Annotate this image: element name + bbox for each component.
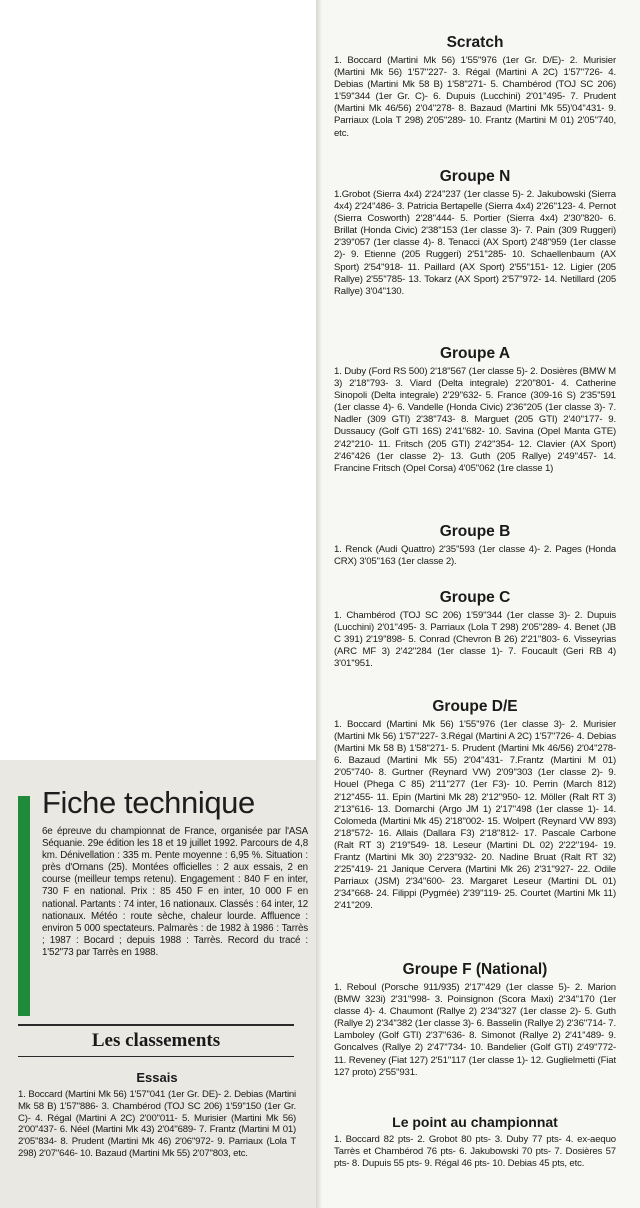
section-body: 1. Boccard (Martini Mk 56) 1'55''976 (1er Gr. D/E)- 2. Murisier (Martini Mk 56) 1'57''227- 3. Régal (Martini A 2C) 1'57''726- 4. Debias (Martini Mk 58 B) 1'58''271- 5. Chambérod (TOJ SC 206) 1'59''344 (1er Gr. C)- 6. Dupuis (Lucchini) 2'01''495- 7. Prudent (Martini Mk 46/56) 2'04''278- 8. Bazaud (Martini Mk 55)'04''431- 9. Parriaux (Lola T 298) 2'05''289- 10. Frantz (Martini M 01) 2'05''740, etc. — [334, 55, 616, 139]
section-groupe-a — [334, 345, 616, 475]
section-groupe-b — [334, 523, 616, 568]
classements-title: Les classements — [91, 1030, 221, 1051]
section-groupe-c — [334, 589, 616, 670]
section-groupe-f — [334, 961, 616, 1079]
divider — [18, 1056, 294, 1057]
section-body: 1.Grobot (Sierra 4x4) 2'24''237 (1er classe 5)- 2. Jakubowski (Sierra 4x4) 2'24''486- 3. Patricia Bertapelle (Sierra 4x4) 2'26''123- 4. Pernot (Sierra Cosworth) 2'28''444- 5. Portier (Sierra 4x4) 2'30''820- 6. Brillat (Honda Civic) 2'38''153 (1er classe 3)- 7. Pain (309 Ruggeri) 2'39''057 (1er classe 4)- 8. Tenacci (AX Sport) 2'48''959 (1er classe 2)- 9. Etienne (205 Ruggeri) 2'51''285- 10. Schaellenbaum (AX Sport) 2'54''918- 11. Paillard (AX Sport) 2'55''151- 12. Ligier (205 Rallye) 2'55''785- 13. Tokarz (AX Sport) 2'57''972- 14. Netillard (205 Rallye) 3'04''130. — [334, 189, 616, 297]
section-body: 1. Renck (Audi Quattro) 2'35''593 (1er classe 4)- 2. Pages (Honda CRX) 3'05''163 (1er classe 2). — [334, 544, 616, 568]
section-body: 1. Boccard 82 pts- 2. Grobot 80 pts- 3. Duby 77 pts- 4. ex-aequo Tarrès et Chambérod 76 pts- 6. Jakubowski 70 pts- 7. Dosières 57 pts- 8. Dupuis 55 pts- 9. Régal 46 pts- 10. Debias 45 pts, etc. — [334, 1134, 616, 1170]
section-body: 1. Reboul (Porsche 911/935) 2'17''429 (1er classe 5)- 2. Marion (BMW 323i) 2'31''998- 3. Poinsignon (Scora Maxi) 2'34''170 (1er classe 4)- 4. Chaumont (Rallye 2) 2'34''327 (1er classe 2)- 5. Guth (Rallye 2) 2'34''382 (1er classe 3)- 6. Basselin (Rallye 2) 2'36''714- 7. Lamboley (Golf GTI) 2'37''636- 8. Simonot (Rallye 2) 2'41''489- 9. Goncalves (Rallye 2) 2'47''734- 10. Bandelier (Golf GTI) 2'49''772- 11. Reveney (Fiat 127) 2'51''117 (1er classe 1)- 12. Guglielmetti (Fiat 127 proto) 2'55''931. — [334, 982, 616, 1078]
section-body: 1. Chambérod (TOJ SC 206) 1'59''344 (1er classe 3)- 2. Dupuis (Lucchini) 2'01''495- 3. Parriaux (Lola T 298) 2'05''289- 4. Benet (JB C 391) 2'19''898- 5. Conrad (Chevron B 26) 2'21''803- 6. Visseyrias (ARC MF 3) 2'42''284 (1er classe 1)- 7. Foucault (Geri RB 4) 3'01''951. — [334, 610, 616, 670]
essais-body: 1. Boccard (Martini Mk 56) 1'57''041 (1er Gr. DE)- 2. Debias (Martini Mk 58 B) 1'57''886- 3. Chambérod (TOJ SC 206) 1'59''150 (1er Gr. C)- 4. Régal (Martini A 2C) 2'00''011- 5. Murisier (Martini Mk 56) 2'00''437- 6. Néel (Martini Mk 43) 2'04''689- 7. Frantz (Martini M 01) 2'05''834- 8. Prudent (Martini Mk 46) 2'06''972- 9. Parriaux (Lola T 298) 2'07''646- 10. Bazaud (Martini Mk 55) 2'07''803, etc. — [18, 1089, 296, 1159]
classements-header — [18, 1024, 294, 1057]
fiche-body: 6e épreuve du championnat de France, organisée par l'ASA Séquanie. 29e édition les 18 et 19 juillet 1992. Parcours de 4,8 km. Dénivellation : 335 m. Pente moyenne : 6,95 %. Situation : près d'Ornans (25). Montées officielles : 2 aux essais, 2 en course (meilleur temps retenu). Engagement : 840 F en inter, 730 F en national. Prix : 85 450 F en inter, 10 000 F en national. Partants : 74 inter, 16 nationaux. Classés : 64 inter, 12 nationaux. Météo : route sèche, chaleur lourde. Affluence : environ 5 000 spectateurs. Palmarès : de 1982 à 1986 : Tarrès ; 1987 : Bocard ; depuis 1988 : Tarrès. Record du tracé : 1'52"73 par Tarrès en 1988. — [42, 826, 308, 958]
section-title: Groupe A — [439, 345, 511, 362]
section-point-championnat — [334, 1113, 616, 1170]
fiche-technique — [18, 786, 308, 959]
section-scratch — [334, 34, 616, 140]
fiche-title: Fiche technique — [42, 785, 255, 820]
section-title: Groupe C — [439, 589, 511, 606]
section-body: 1. Boccard (Martini Mk 56) 1'55''976 (1er classe 3)- 2. Murisier (Martini Mk 56) 1'57''227- 3.Régal (Martini A 2C) 1'57''726- 4. Debias (Martini Mk 58 B) 1'58''271- 5. Prudent (Martini Mk 46/56) 2'04''278- 6. Bazaud (Martini Mk 55) 2'04''431- 7.Frantz (Martini M 01) 2'05''740- 8. Gurtner (Reynard VW) 2'09''303 (1er classe 2)- 9. Houel (Phega C 85) 2'11''277 (1er F3)- 10. Perrin (March 812) 2'12''455- 11. Epin (Martini Mk 28) 2'12''950- 12. Möller (Ralt RT 3) 2'13''616- 13. Domarchi (Argo JM 1) 2'17''498 (1er classe 1)- 14. Colomeda (Martini Mk 45) 2'18''002- 15. Wolpert (Reynard VW 893) 2'18''572- 16. Allais (Dallara F3) 2'18''812- 17. Pascale Carbone (Ralt RT 3) 2'19''549- 18. Leseur (Martini DL 02) 2'22''194- 19. Frantz (Martini Mk 30) 2'23''932- 20. Nadine Bruat (Ralt RT 32) 2'25''419- 21 Janique Cervera (Martini Mk 26) 2'31''927- 22. Odile Parriaux (JSM) 2'34''600- 23. Margaret Leseur (Martini DL 01) 2'34''668- 24. Filippi (Pygmée) 2'39''119- 25. Courtet (Martini Mk 11) 2'41''209. — [334, 719, 616, 912]
section-groupe-de — [334, 698, 616, 913]
green-accent-bar — [18, 796, 30, 1016]
section-title: Groupe D/E — [432, 698, 518, 715]
section-title: Scratch — [446, 34, 504, 51]
section-title: Groupe B — [439, 523, 511, 540]
essais-section — [18, 1070, 296, 1160]
section-title: Groupe N — [439, 168, 511, 185]
section-title: Groupe F (National) — [402, 961, 548, 978]
essais-title: Essais — [136, 1070, 178, 1085]
section-title: Le point au championnat — [392, 1114, 558, 1130]
section-body: 1. Duby (Ford RS 500) 2'18''567 (1er classe 5)- 2. Dosières (BMW M 3) 2'18''793- 3. Viard (Delta integrale) 2'20''801- 4. Catherine Sinopoli (Delta integrale) 2'29''632- 5. France (309-16 S) 2'35''591 (1er classe 4)- 6. Vandelle (Honda Civic) 2'36''205 (1er classe 3)- 7. Nadler (309 GTI) 2'38''743- 8. Marguet (205 GTI) 2'40''177- 9. Dussaucy (Golf GTI 16S) 2'41''682- 10. Savina (Opel Manta GTE) 2'42''210- 11. Fritsch (205 GTI) 2'42''354- 12. Clavier (AX Sport) 2'46''426 (1er classe 2)- 13. Guth (205 Rallye) 2'49''457- 14. Francine Fritsch (Opel Corsa) 4'05''062 (1re classe 1) — [334, 366, 616, 474]
divider — [18, 1024, 294, 1026]
section-groupe-n — [334, 168, 616, 298]
left-page-blank — [0, 0, 318, 760]
